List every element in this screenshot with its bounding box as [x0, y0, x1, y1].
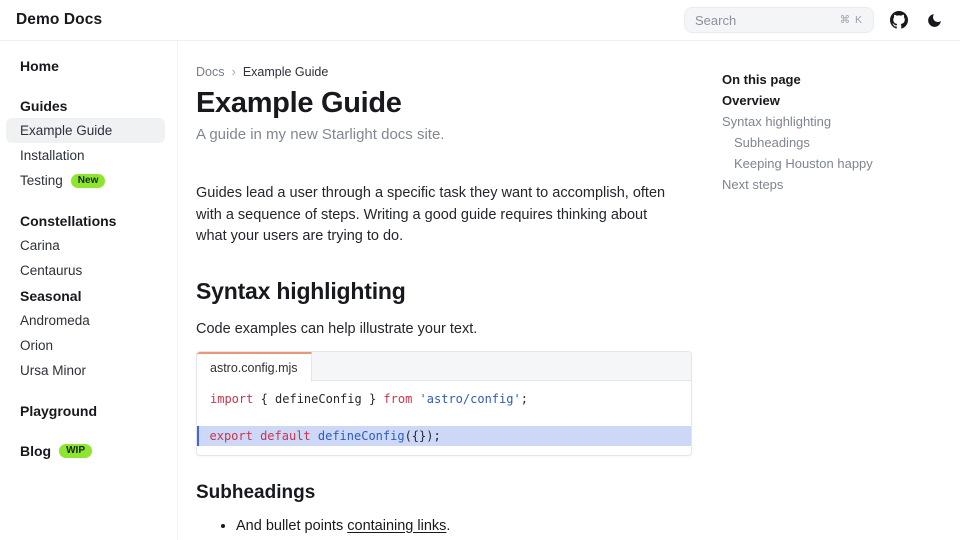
sidebar-item-testing[interactable]: Testing New: [6, 168, 165, 193]
intro-paragraph: Guides lead a user through a specific task they want to accomplish, often with a sequence of steps. Writing a good guide requires thinking about what your users are trying to do.: [196, 185, 666, 244]
code-line-2: [197, 409, 691, 426]
code-tab-bar: [197, 352, 691, 381]
sidebar-item-carina[interactable]: Carina: [20, 238, 60, 253]
site-title[interactable]: Demo Docs: [16, 11, 103, 28]
search-placeholder: Search: [695, 12, 737, 28]
theme-toggle-moon-icon[interactable]: [924, 10, 944, 30]
bullet-item: • And bullet points containing links.: [236, 516, 692, 537]
search-shortcut-hint: ⌘ K: [839, 14, 863, 26]
sidebar-item-home[interactable]: Home: [20, 57, 59, 74]
sidebar-item-playground[interactable]: Playground: [20, 402, 98, 419]
sidebar-group-seasonal[interactable]: Seasonal: [20, 287, 82, 304]
heading-syntax-highlighting: Syntax highlighting: [196, 277, 406, 304]
sidebar-group-guides: Guides: [20, 97, 68, 114]
containing-links-link[interactable]: containing links: [347, 517, 447, 534]
sidebar-item-ursa-minor[interactable]: Ursa Minor: [20, 363, 87, 378]
heading-subheadings: Subheadings: [196, 481, 316, 503]
breadcrumb-current: Example Guide: [242, 64, 329, 79]
bullet-list: [196, 516, 692, 537]
sidebar-item-andromeda[interactable]: Andromeda: [20, 313, 90, 328]
search-input[interactable]: [684, 7, 874, 33]
on-this-page-toc: [710, 41, 960, 540]
sidebar-nav: [0, 41, 178, 540]
page-title: Example Guide: [196, 87, 402, 119]
github-icon[interactable]: [889, 10, 909, 30]
code-body: [197, 381, 691, 455]
toc-item-overview[interactable]: Overview: [722, 93, 780, 108]
breadcrumb: [196, 64, 692, 79]
new-badge: New: [71, 174, 106, 188]
sidebar-group-constellations: Constellations: [20, 212, 117, 229]
sidebar-item-orion[interactable]: Orion: [20, 338, 54, 353]
sidebar-item-example-guide[interactable]: Example Guide: [6, 118, 165, 143]
wip-badge: WIP: [59, 444, 92, 458]
sidebar-item-centaurus[interactable]: Centaurus: [20, 263, 83, 278]
toc-item-syntax-highlighting[interactable]: Syntax highlighting: [722, 114, 832, 129]
code-line-3-highlighted: export default defineConfig({});: [197, 426, 691, 446]
main-content: [178, 41, 710, 540]
syntax-lead-paragraph: Code examples can help illustrate your text.: [196, 320, 478, 337]
sidebar-item-blog[interactable]: Blog WIP: [6, 438, 165, 463]
toc-item-subheadings[interactable]: Subheadings: [734, 135, 810, 150]
chevron-right-icon: ›: [231, 64, 236, 79]
sidebar-item-installation[interactable]: Installation: [20, 148, 85, 163]
code-tab-astro-config[interactable]: astro.config.mjs: [197, 352, 312, 382]
code-block: [196, 351, 692, 456]
page-subtitle: A guide in my new Starlight docs site.: [196, 126, 445, 143]
toc-item-next-steps[interactable]: Next steps: [722, 177, 784, 192]
top-header: [0, 0, 960, 41]
toc-item-keeping-houston-happy[interactable]: Keeping Houston happy: [734, 156, 873, 171]
breadcrumb-docs-link[interactable]: Docs: [196, 64, 225, 79]
code-line-1: import { defineConfig } from 'astro/config';: [210, 391, 528, 406]
toc-title: On this page: [722, 72, 801, 87]
